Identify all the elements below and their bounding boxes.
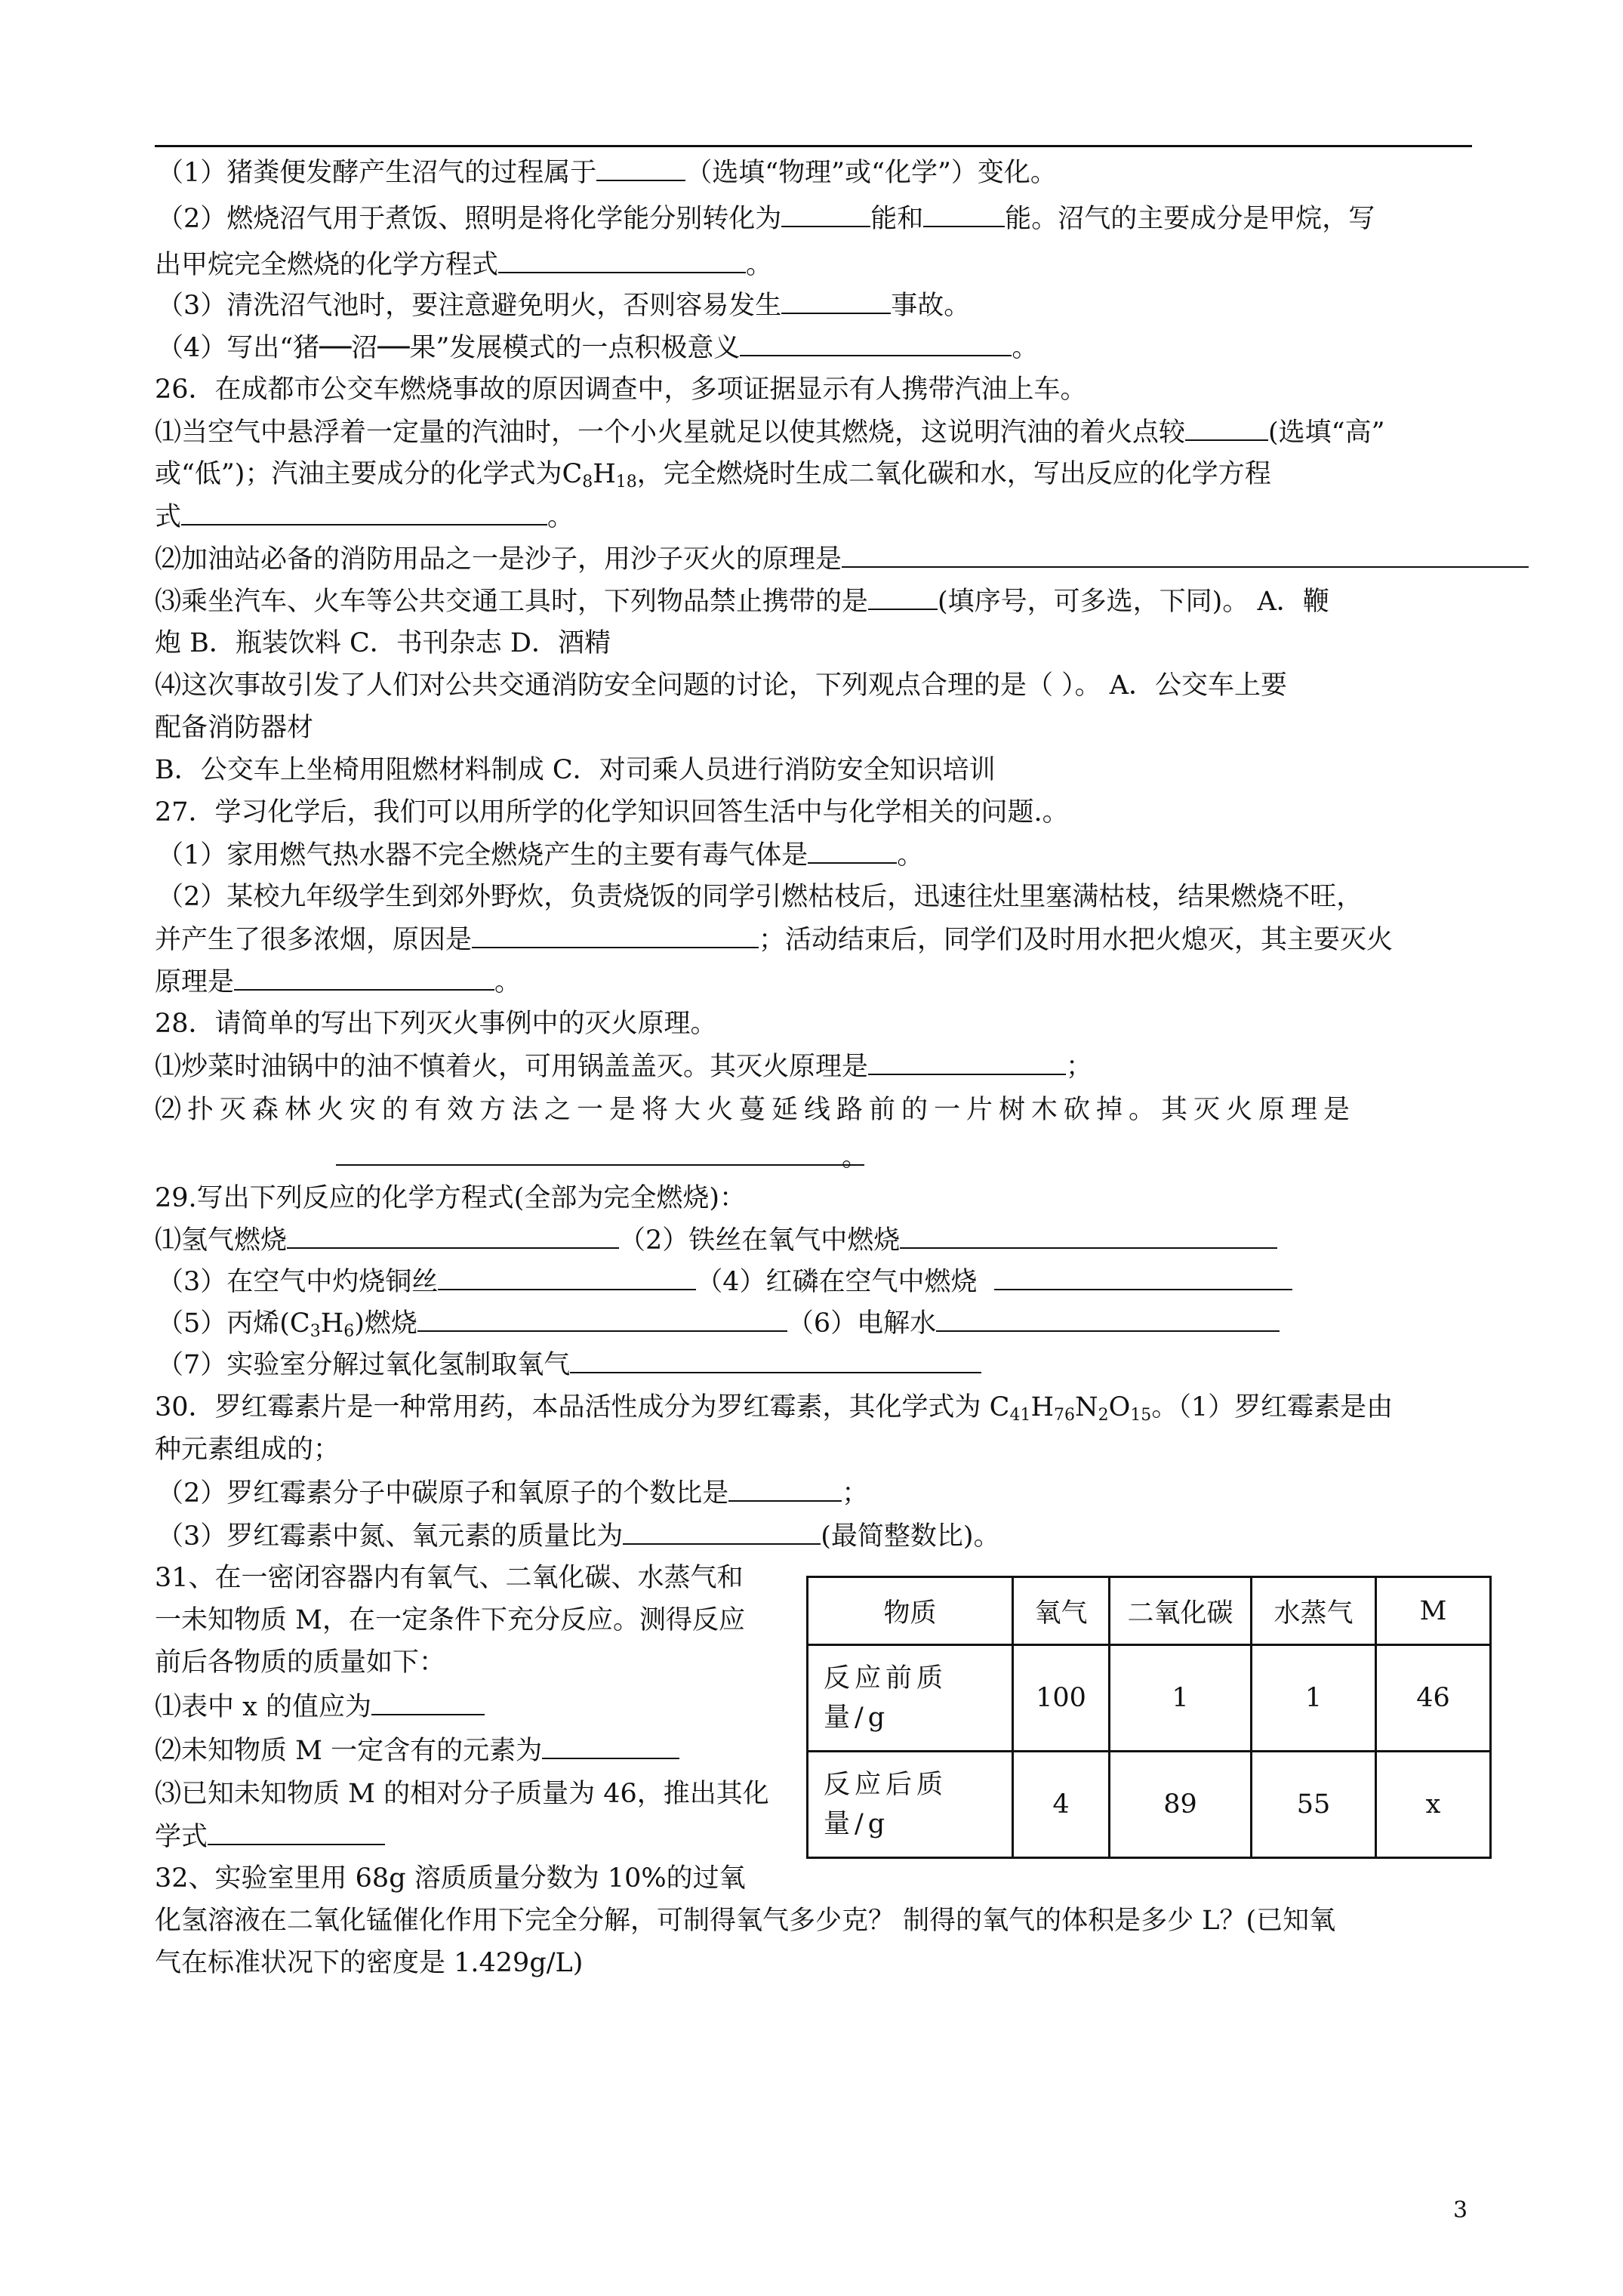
- page-number: 3: [1453, 2197, 1468, 2224]
- q31-part1: ⑴表中 x 的值应为: [155, 1688, 796, 1725]
- answer-blank[interactable]: [438, 1263, 696, 1290]
- answer-blank[interactable]: [181, 498, 547, 525]
- answer-blank[interactable]: [900, 1222, 1277, 1249]
- q31-line3: 前后各物质的质量如下：: [155, 1647, 446, 1678]
- answer-blank[interactable]: [842, 541, 1529, 568]
- q25-part2-cont: 出甲烷完全燃烧的化学方程式 。: [155, 246, 1472, 283]
- q25-part4: （4）写出“猪──沼──果”发展模式的一点积极意义 。: [157, 329, 1474, 366]
- table-row: [808, 1752, 1491, 1858]
- answer-blank[interactable]: [596, 154, 685, 181]
- table-cell: 1: [1252, 1645, 1376, 1752]
- answer-blank[interactable]: [498, 246, 746, 273]
- q26-part3: ⑶乘坐汽车、火车等公共交通工具时，下列物品禁止携带的是 (填序号，可多选，下同)。 A．鞭: [155, 583, 1472, 620]
- q27-part2-cont: 并产生了很多浓烟，原因是 ；活动结束后，同学们及时用水把火熄灭，其主要灭火: [155, 921, 1472, 958]
- table-header-row: [808, 1577, 1491, 1645]
- q31-line1: 31、在一密闭容器内有氧气、二氧化碳、水蒸气和: [155, 1563, 744, 1593]
- q26-part4-options: B．公交车上坐椅用阻燃材料制成 C．对司乘人员进行消防安全知识培训: [155, 755, 996, 785]
- q25-part2: （2）燃烧沼气用于煮饭、照明是将化学能分别转化为 能和 能。沼气的主要成分是甲烷，写: [157, 200, 1474, 237]
- answer-blank[interactable]: [371, 1688, 485, 1715]
- answer-blank[interactable]: [994, 1263, 1292, 1290]
- answer-blank[interactable]: [542, 1732, 679, 1759]
- table-cell: 46: [1376, 1645, 1491, 1752]
- q27-part2: （2）某校九年级学生到郊外野炊，负责烧饭的同学引燃枯枝后，迅速往灶里塞满枯枝，结果燃烧不旺，: [157, 882, 1363, 912]
- q31-part3: ⑶已知未知物质 M 的相对分子质量为 46，推出其化: [155, 1779, 769, 1809]
- q25-part1: （1）猪粪便发酵产生沼气的过程属于 （选填“物理”或“化学”）变化。: [157, 154, 1474, 191]
- q29-row3: （5）丙烯$(C_3H_6)$燃烧 （6）电解水: [157, 1305, 1474, 1342]
- q32-line3: 气在标准状况下的密度是 1.429g/L): [155, 1948, 584, 1978]
- q29-row2: （3）在空气中灼烧铜丝 （4）红磷在空气中燃烧: [157, 1263, 1474, 1300]
- q29-title: 29.写出下列反应的化学方程式(全部为完全燃烧)：: [155, 1183, 746, 1213]
- answer-blank[interactable]: [1185, 414, 1268, 441]
- table-cell: 反应后质量/g: [808, 1752, 1013, 1858]
- table-row: [808, 1645, 1491, 1752]
- table-header: M: [1376, 1577, 1491, 1645]
- answer-blank[interactable]: [808, 837, 897, 864]
- answer-blank[interactable]: [868, 583, 938, 610]
- table-cell: 100: [1013, 1645, 1110, 1752]
- answer-blank[interactable]: [208, 1818, 385, 1845]
- table-header: 氧气: [1013, 1577, 1110, 1645]
- q26-part2: ⑵加油站必备的消防用品之一是沙子，用沙子灭火的原理是: [155, 541, 1472, 578]
- q27-title: 27．学习化学后，我们可以用所学的化学知识回答生活中与化学相关的问题.。: [155, 797, 1069, 827]
- q26-part3-options: 炮 B．瓶装饮料 C．书刊杂志 D．酒精: [155, 628, 611, 658]
- q28-title: 28．请简单的写出下列灭火事例中的灭火原理。: [155, 1009, 717, 1039]
- table-cell: 1: [1110, 1645, 1252, 1752]
- answer-blank[interactable]: [868, 1048, 1066, 1075]
- q29-row1: ⑴氢气燃烧 （2）铁丝在氧气中燃烧: [155, 1222, 1472, 1259]
- q27-part2-cont2: 原理是 。: [155, 963, 1472, 1000]
- table-header: 水蒸气: [1252, 1577, 1376, 1645]
- q26-part4: ⑷这次事故引发了人们对公共交通消防安全问题的讨论，下列观点合理的是（ ）。 A．公交车上要: [155, 670, 1288, 701]
- answer-blank[interactable]: [336, 1139, 864, 1166]
- answer-blank[interactable]: [287, 1222, 619, 1249]
- q26-part1-cont: 或“低”)；汽油主要成分的化学式为$C_8H_{18}$，完全燃烧时生成二氧化碳和水，写出反应的化学方程: [155, 459, 1271, 492]
- q32-line1: 32、实验室里用 68g 溶质质量分数为 10%的过氧: [155, 1863, 746, 1894]
- table-cell: 89: [1110, 1752, 1252, 1858]
- answer-blank[interactable]: [936, 1305, 1280, 1332]
- q27-part1: （1）家用燃气热水器不完全燃烧产生的主要有毒气体是 。: [157, 837, 1474, 874]
- q31-part2: ⑵未知物质 M 一定含有的元素为: [155, 1732, 796, 1769]
- table-cell: 反应前质量/g: [808, 1645, 1013, 1752]
- answer-blank[interactable]: [781, 200, 870, 227]
- answer-blank[interactable]: [623, 1518, 821, 1545]
- q28-part2: ⑵扑灭森林火灾的有效方法之一是将大火蔓延线路前的一片树木砍掉。其灭火原理是: [155, 1095, 1357, 1125]
- header-rule: [155, 145, 1472, 147]
- q30-title: 30．罗红霉素片是一种常用药，本品活性成分为罗红霉素，其化学式为 $C_{41}H_{76}N_2O_{15}$。（1）罗红霉素是由: [155, 1392, 1394, 1425]
- answer-blank[interactable]: [417, 1305, 787, 1332]
- q29-row4: （7）实验室分解过氧化氢制取氧气: [157, 1346, 1474, 1383]
- answer-blank[interactable]: [923, 200, 1005, 227]
- table-cell: 55: [1252, 1752, 1376, 1858]
- table-header: 二氧化碳: [1110, 1577, 1252, 1645]
- q30-part3: （3）罗红霉素中氮、氧元素的质量比为 (最简整数比)。: [157, 1518, 1474, 1555]
- table-cell: 4: [1013, 1752, 1110, 1858]
- q25-part3: （3）清洗沼气池时，要注意避免明火，否则容易发生 事故。: [157, 287, 1474, 324]
- answer-blank[interactable]: [234, 963, 494, 991]
- answer-blank[interactable]: [472, 921, 759, 948]
- q26-part1: ⑴当空气中悬浮着一定量的汽油时，一个小火星就足以使其燃烧，这说明汽油的着火点较 (选填“高”: [155, 414, 1472, 451]
- q26-part4-cont: 配备消防器材: [155, 713, 314, 743]
- q28-part1: ⑴炒菜时油锅中的油不慎着火，可用锅盖盖灭。其灭火原理是 ；: [155, 1048, 1472, 1085]
- q26-part1-cont2: 式 。: [155, 498, 1472, 535]
- answer-blank[interactable]: [728, 1475, 842, 1502]
- table-header: 物质: [808, 1577, 1013, 1645]
- q26-title: 26．在成都市公交车燃烧事故的原因调查中，多项证据显示有人携带汽油上车。: [155, 374, 1087, 405]
- mass-table: [806, 1576, 1492, 1859]
- q31-line2: 一未知物质 M，在一定条件下充分反应。测得反应: [155, 1605, 745, 1635]
- table-cell: x: [1376, 1752, 1491, 1858]
- answer-blank[interactable]: [740, 329, 1012, 356]
- q30-title-cont: 种元素组成的；: [155, 1435, 340, 1465]
- q28-part2-cont: 。: [155, 1139, 1472, 1176]
- answer-blank[interactable]: [781, 287, 891, 314]
- answer-blank[interactable]: [570, 1346, 981, 1373]
- q30-part2: （2）罗红霉素分子中碳原子和氧原子的个数比是 ；: [157, 1475, 1474, 1512]
- q32-line2: 化氢溶液在二氧化锰催化作用下完全分解，可制得氧气多少克？ 制得的氧气的体积是多少 L？(已知氧: [155, 1906, 1336, 1936]
- q31-part3-cont: 学式: [155, 1818, 796, 1855]
